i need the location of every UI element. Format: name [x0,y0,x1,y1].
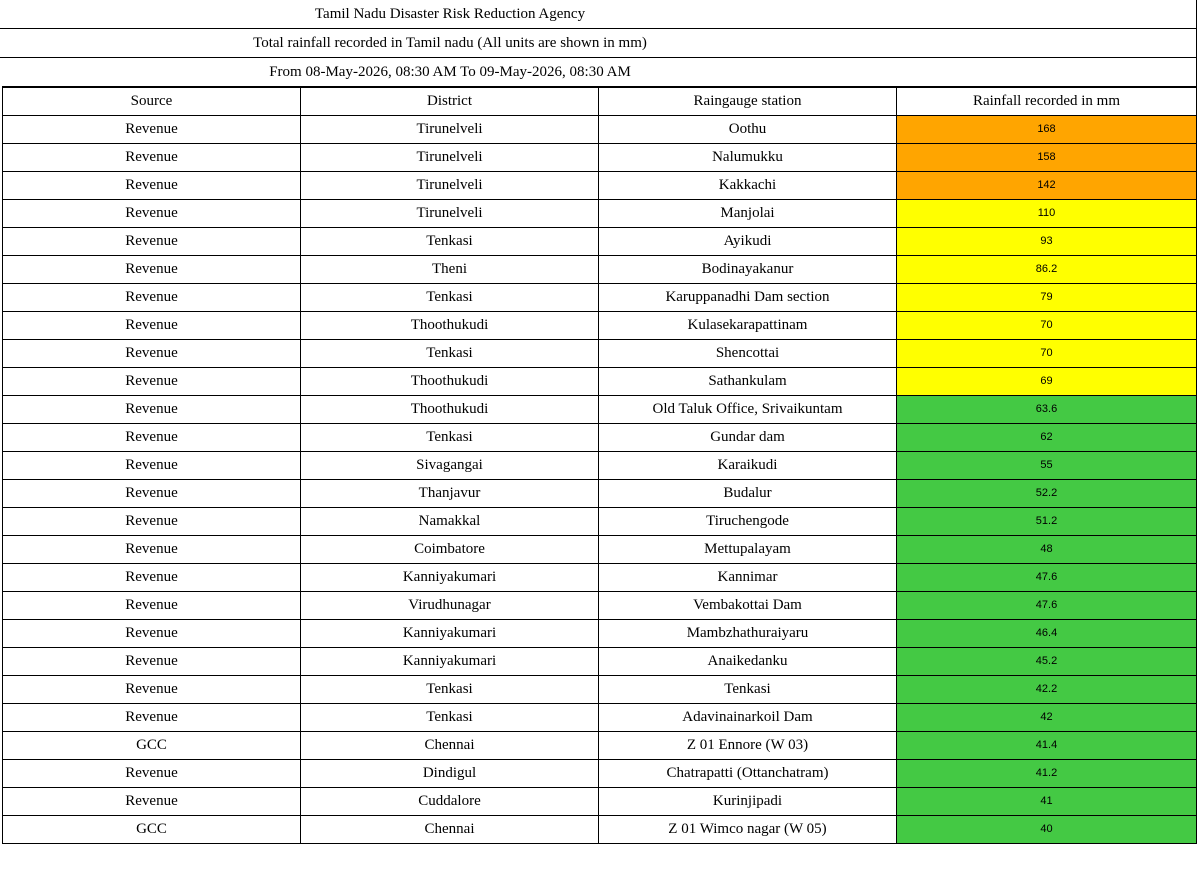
report-period-row [0,57,1197,85]
rainfall-cell: 45.2 [897,647,1197,675]
district-cell: Thoothukudi [301,311,599,339]
table-row [3,339,1197,367]
rainfall-cell: 86.2 [897,255,1197,283]
district-cell: Dindigul [301,759,599,787]
source-cell: Revenue [3,171,301,199]
station-cell: Z 01 Wimco nagar (W 05) [599,815,897,843]
rainfall-cell: 47.6 [897,591,1197,619]
station-cell: Kannimar [599,563,897,591]
station-cell: Nalumukku [599,143,897,171]
station-cell: Gundar dam [599,423,897,451]
table-row [3,227,1197,255]
source-cell: Revenue [3,787,301,815]
district-cell: Cuddalore [301,787,599,815]
table-row [3,367,1197,395]
table-row [3,171,1197,199]
station-cell: Chatrapatti (Ottanchatram) [599,759,897,787]
table-row [3,479,1197,507]
rainfall-cell: 79 [897,283,1197,311]
district-cell: Tenkasi [301,703,599,731]
station-cell: Karuppanadhi Dam section [599,283,897,311]
station-cell: Karaikudi [599,451,897,479]
table-row [3,787,1197,815]
rainfall-cell: 70 [897,339,1197,367]
district-cell: Theni [301,255,599,283]
station-cell: Sathankulam [599,367,897,395]
source-cell: GCC [3,731,301,759]
table-row [3,563,1197,591]
district-cell: Kanniyakumari [301,619,599,647]
district-cell: Namakkal [301,507,599,535]
source-cell: Revenue [3,395,301,423]
district-cell: Chennai [301,731,599,759]
rainfall-cell: 70 [897,311,1197,339]
district-cell: Tirunelveli [301,143,599,171]
station-cell: Tiruchengode [599,507,897,535]
source-cell: Revenue [3,199,301,227]
table-row [3,619,1197,647]
rainfall-cell: 158 [897,143,1197,171]
rainfall-cell: 41.4 [897,731,1197,759]
district-cell: Tenkasi [301,283,599,311]
column-header-district: District [301,87,599,115]
station-cell: Kakkachi [599,171,897,199]
station-cell: Kurinjipadi [599,787,897,815]
source-cell: Revenue [3,115,301,143]
rainfall-cell: 168 [897,115,1197,143]
district-cell: Virudhunagar [301,591,599,619]
source-cell: Revenue [3,759,301,787]
station-cell: Manjolai [599,199,897,227]
district-cell: Tenkasi [301,227,599,255]
station-cell: Mambzhathuraiyaru [599,619,897,647]
table-row [3,591,1197,619]
column-header-rainfall: Rainfall recorded in mm [897,87,1197,115]
district-cell: Kanniyakumari [301,647,599,675]
source-cell: Revenue [3,535,301,563]
source-cell: GCC [3,815,301,843]
district-cell: Tirunelveli [301,115,599,143]
rainfall-cell: 142 [897,171,1197,199]
table-row [3,451,1197,479]
report-subtitle: Total rainfall recorded in Tamil nadu (All units are shown in mm) [253,35,647,51]
rainfall-cell: 51.2 [897,507,1197,535]
table-row [3,759,1197,787]
source-cell: Revenue [3,143,301,171]
rainfall-cell: 52.2 [897,479,1197,507]
rainfall-table-body [3,115,1197,843]
rainfall-cell: 62 [897,423,1197,451]
source-cell: Revenue [3,507,301,535]
source-cell: Revenue [3,479,301,507]
source-cell: Revenue [3,451,301,479]
district-cell: Tenkasi [301,675,599,703]
source-cell: Revenue [3,339,301,367]
rainfall-cell: 110 [897,199,1197,227]
district-cell: Chennai [301,815,599,843]
station-cell: Adavinainarkoil Dam [599,703,897,731]
sheet-right-border [1196,0,1197,86]
source-cell: Revenue [3,563,301,591]
district-cell: Thoothukudi [301,395,599,423]
rainfall-cell: 48 [897,535,1197,563]
source-cell: Revenue [3,619,301,647]
source-cell: Revenue [3,283,301,311]
station-cell: Mettupalayam [599,535,897,563]
agency-title-row [0,0,1197,28]
station-cell: Shencottai [599,339,897,367]
station-cell: Budalur [599,479,897,507]
district-cell: Tenkasi [301,339,599,367]
table-row [3,815,1197,843]
source-cell: Revenue [3,255,301,283]
source-cell: Revenue [3,311,301,339]
rainfall-cell: 42 [897,703,1197,731]
station-cell: Anaikedanku [599,647,897,675]
source-cell: Revenue [3,227,301,255]
source-cell: Revenue [3,703,301,731]
table-row [3,395,1197,423]
table-row [3,199,1197,227]
station-cell: Kulasekarapattinam [599,311,897,339]
source-cell: Revenue [3,367,301,395]
source-cell: Revenue [3,591,301,619]
table-row [3,423,1197,451]
rainfall-cell: 41.2 [897,759,1197,787]
table-row [3,535,1197,563]
table-row [3,675,1197,703]
report-subtitle-row [0,28,1197,56]
report-period: From 08-May-2026, 08:30 AM To 09-May-2026, 08:30 AM [269,64,631,80]
district-cell: Sivagangai [301,451,599,479]
table-row [3,283,1197,311]
source-cell: Revenue [3,675,301,703]
station-cell: Bodinayakanur [599,255,897,283]
rainfall-cell: 40 [897,815,1197,843]
district-cell: Coimbatore [301,535,599,563]
table-row [3,255,1197,283]
column-header-station: Raingauge station [599,87,897,115]
rainfall-cell: 42.2 [897,675,1197,703]
district-cell: Tirunelveli [301,199,599,227]
table-row [3,731,1197,759]
table-row [3,115,1197,143]
table-row [3,143,1197,171]
rainfall-cell: 46.4 [897,619,1197,647]
rainfall-cell: 69 [897,367,1197,395]
header-row [3,87,1197,115]
table-row [3,311,1197,339]
district-cell: Tirunelveli [301,171,599,199]
table-row [3,507,1197,535]
source-cell: Revenue [3,647,301,675]
rainfall-table-header [3,87,1197,115]
agency-title: Tamil Nadu Disaster Risk Reduction Agency [314,6,586,22]
rainfall-cell: 93 [897,227,1197,255]
rainfall-cell: 41 [897,787,1197,815]
district-cell: Kanniyakumari [301,563,599,591]
rainfall-cell: 47.6 [897,563,1197,591]
station-cell: Vembakottai Dam [599,591,897,619]
district-cell: Thoothukudi [301,367,599,395]
table-row [3,703,1197,731]
column-header-source: Source [3,87,301,115]
station-cell: Z 01 Ennore (W 03) [599,731,897,759]
station-cell: Oothu [599,115,897,143]
district-cell: Thanjavur [301,479,599,507]
station-cell: Tenkasi [599,675,897,703]
table-row [3,647,1197,675]
source-cell: Revenue [3,423,301,451]
station-cell: Old Taluk Office, Srivaikuntam [599,395,897,423]
district-cell: Tenkasi [301,423,599,451]
rainfall-cell: 55 [897,451,1197,479]
rainfall-cell: 63.6 [897,395,1197,423]
rainfall-table [2,86,1197,844]
station-cell: Ayikudi [599,227,897,255]
